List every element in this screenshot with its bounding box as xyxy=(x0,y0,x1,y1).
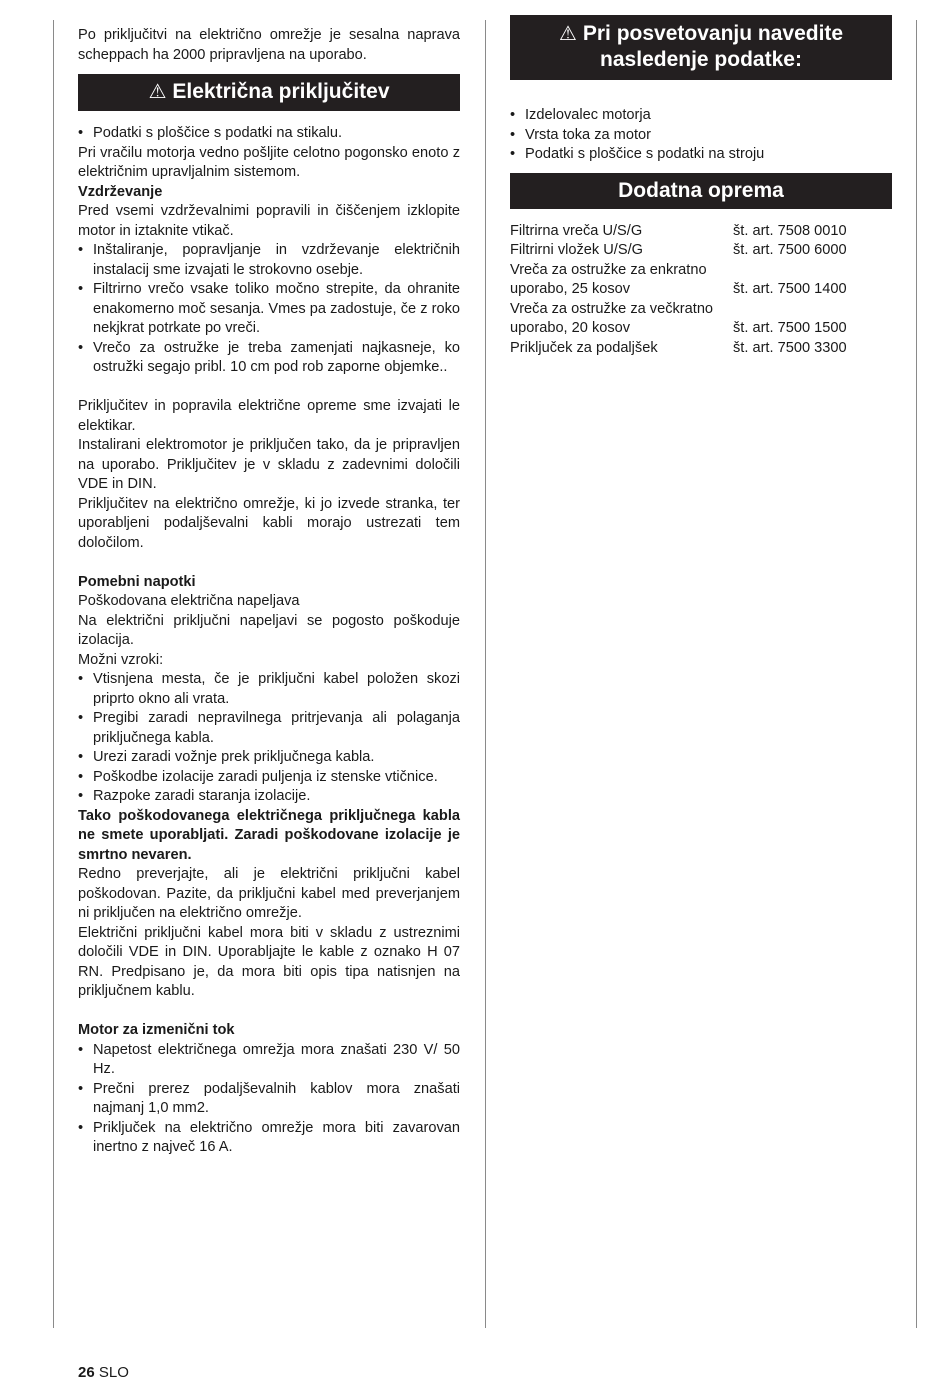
accessory-article: št. art. 7500 1500 xyxy=(733,320,847,336)
list-item: • Priključek na električno omrežje mora biti zavarovan inertno z največ 16 A. xyxy=(78,1119,460,1158)
paragraph: Električni priključni kabel mora biti v skladu z ustreznimi določili VDE in DIN. Uporabljajte le kable z oznako H 07 RN. Predpisano je, da mora biti opis tipa natisnjen na priključnem kablu. xyxy=(78,924,460,999)
accessory-name: uporabo, 25 kosov xyxy=(510,281,631,297)
warning-paragraph: Tako poškodovanega električnega priključnega kabla ne smete uporabljati. Zaradi poškodovane izolacije je smrtno nevaren. xyxy=(78,807,460,863)
paragraph: Priključitev na električno omrežje, ki jo izvede stranka, ter uporabljeni podaljševalni kabli morajo ustrezati tem določilom. xyxy=(78,495,460,551)
list-item: • Poškodbe izolacije zaradi puljenja iz stenske vtičnice. xyxy=(78,768,460,788)
paragraph: Na električni priključni napeljavi se pogosto poškoduje izolacija. xyxy=(78,612,460,648)
subheading-motor: Motor za izmenični tok xyxy=(78,1022,235,1038)
paragraph: Priključitev in popravila električne opreme sme izvajati le elektikar. xyxy=(78,398,460,434)
warning-triangle-icon: ⚠ xyxy=(148,81,167,103)
section-heading-accessories: Dodatna oprema xyxy=(510,173,892,209)
subheading-notes: Pomebni napotki xyxy=(78,573,196,590)
list-item: • Urezi zaradi vožnje prek priključnega kabla. xyxy=(78,748,460,768)
consult-list xyxy=(510,106,892,165)
accessory-name: Vreča za ostružke za večkratno xyxy=(510,300,714,317)
column-rule-left xyxy=(53,20,54,1328)
bullet-list xyxy=(78,124,460,144)
column-rule-middle xyxy=(485,20,486,1328)
list-item: • Napetost električnega omrežja mora znašati 230 V/ 50 Hz. xyxy=(78,1041,460,1080)
list-item: • Razpoke zaradi staranja izolacije. xyxy=(78,787,460,807)
column-rule-right xyxy=(916,20,917,1328)
intro-paragraph: Po priključitvi na električno omrežje je sesalna naprava scheppach ha 2000 pripravljena na uporabo. xyxy=(78,27,460,63)
table-row xyxy=(510,280,892,300)
language-code: SLO xyxy=(98,1364,129,1381)
accessory-name: uporabo, 20 kosov xyxy=(510,320,631,336)
table-row xyxy=(510,300,892,320)
list-item: • Podatki s ploščice s podatki na stroju xyxy=(510,145,892,165)
bullet-list xyxy=(78,670,460,807)
list-item: • Izdelovalec motorja xyxy=(510,106,892,126)
table-row xyxy=(510,319,892,339)
accessory-article: št. art. 7500 3300 xyxy=(733,339,847,356)
page-footer xyxy=(78,1363,129,1383)
section-heading-text: Električna priključitev xyxy=(172,80,390,103)
accessory-article xyxy=(733,261,892,281)
right-column xyxy=(510,15,892,358)
list-item: • Prečni prerez podaljševalnih kablov mora znašati najmanj 1,0 mm2. xyxy=(78,1080,460,1119)
table-row xyxy=(510,339,892,359)
paragraph: Instalirani elektromotor je priključen tako, da je pripravljen na uporabo. Priključitev je v skladu z zadevnimi določili VDE in DIN. xyxy=(78,437,460,492)
accessory-name: Vreča za ostružke za enkratno xyxy=(510,261,707,278)
left-column xyxy=(78,26,460,1158)
accessory-name: Priključek za podaljšek xyxy=(510,339,658,356)
accessory-article: št. art. 7500 1400 xyxy=(733,281,847,297)
bullet-list xyxy=(78,1041,460,1158)
table-row xyxy=(510,261,892,281)
section-heading-consult xyxy=(510,15,892,80)
list-item: • Vtisnjena mesta, če je priključni kabel položen skozi priprto okno ali vrata. xyxy=(78,670,460,709)
bullet-list xyxy=(78,241,460,378)
warning-triangle-icon: ⚠ xyxy=(558,23,577,45)
table-row xyxy=(510,241,892,261)
subheading-maintenance: Vzdrževanje xyxy=(78,183,163,200)
list-item: • Vrsta toka za motor xyxy=(510,126,892,146)
table-row xyxy=(510,222,892,242)
paragraph: Redno preverjajte, ali je električni priključni kabel poškodovan. Pazite, da priključni kabel med preverjanjem ni priključen na električno omrežje. xyxy=(78,866,460,921)
list-item: • Pregibi zaradi nepravilnega pritrjevanja ali polaganja priključnega kabla. xyxy=(78,709,460,748)
accessories-table xyxy=(510,222,892,359)
accessory-article: št. art. 7508 0010 xyxy=(733,222,847,239)
list-item: • Inštaliranje, popravljanje in vzdrževanje električnih instalacij sme izvajati le strokovno osebje. xyxy=(78,241,460,280)
paragraph: Možni vzroki: xyxy=(78,651,164,668)
section-heading-electrical xyxy=(78,74,460,111)
accessory-article: št. art. 7500 6000 xyxy=(733,242,847,258)
list-item: • Filtrirno vrečo vsake toliko močno strepite, da ohranite enakomerno moč sesanja. Vmes pa zadostuje, če z roko nekjkrat potrkate po vreči. xyxy=(78,280,460,339)
accessory-name: Filtrirna vreča U/S/G xyxy=(510,222,643,239)
section-heading-text: Pri posvetovanju navedite nasledenje podatke: xyxy=(582,22,844,71)
paragraph: Pred vsemi vzdrževalnimi popravili in čiščenjem izklopite motor in iztaknite vtikač. xyxy=(78,203,460,239)
list-item: • Podatki s ploščice s podatki na stikalu. xyxy=(78,124,460,144)
list-item: • Vrečo za ostružke je treba zamenjati najkasneje, ko ostružki segajo pribl. 10 cm pod rob zaporne objemke.. xyxy=(78,339,460,378)
accessory-name: Filtrirni vložek U/S/G xyxy=(510,242,643,258)
paragraph: Poškodovana električna napeljava xyxy=(78,593,300,609)
paragraph: Pri vračilu motorja vedno pošljite celotno pogonsko enoto z električnim upravljalnim sistemom. xyxy=(78,144,460,180)
page-number: 26 xyxy=(78,1364,95,1381)
accessory-article xyxy=(733,300,892,320)
